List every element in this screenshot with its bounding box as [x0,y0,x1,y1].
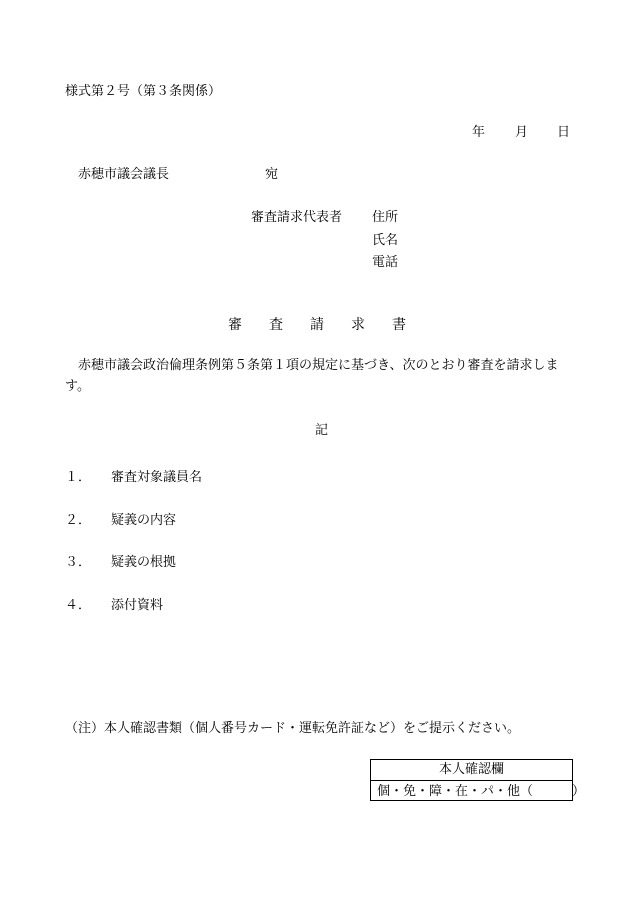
addressee-name: 赤穂市議会議長 [78,167,170,182]
ki-label: 記 [315,423,329,438]
note-text: （注）本人確認書類（個人番号カード・運転免許証など）をご提示ください。 [65,721,521,736]
title-char: 請 [310,317,324,333]
item-label: 疑義の内容 [111,513,177,528]
representative-label: 審査請求代表者 [251,210,343,225]
document-title [228,318,406,334]
item-number: ２． [65,513,92,528]
identity-check-options: 個・免・障・在・パ・他（ ） [377,784,586,799]
item-number: ３． [65,555,92,570]
title-char: 求 [351,317,365,333]
body-paragraph: 赤穂市議会政治倫理条例第５条第１項の規定に基づき、次のとおり審査を請求します。 [65,358,559,394]
addressee-suffix: 宛 [265,167,279,182]
title-char: 審 [228,317,242,333]
item-label: 審査対象議員名 [111,470,203,485]
representative-phone-label: 電話 [372,255,399,270]
title-char: 書 [392,317,406,333]
representative-name-label: 氏名 [372,233,399,248]
date-day-label: 日 [557,125,571,140]
item-label: 疑義の根拠 [111,555,177,570]
identity-check-header: 本人確認欄 [371,760,572,781]
representative-address-label: 住所 [372,210,399,225]
identity-check-box [370,759,586,801]
item-number: １． [65,470,92,485]
form-number: 様式第２号（第３条関係） [65,84,222,99]
item-number: ４． [65,598,92,613]
title-char: 査 [269,317,283,333]
date-year-label: 年 [472,125,486,140]
item-label: 添付資料 [111,598,164,613]
date-month-label: 月 [515,125,529,140]
